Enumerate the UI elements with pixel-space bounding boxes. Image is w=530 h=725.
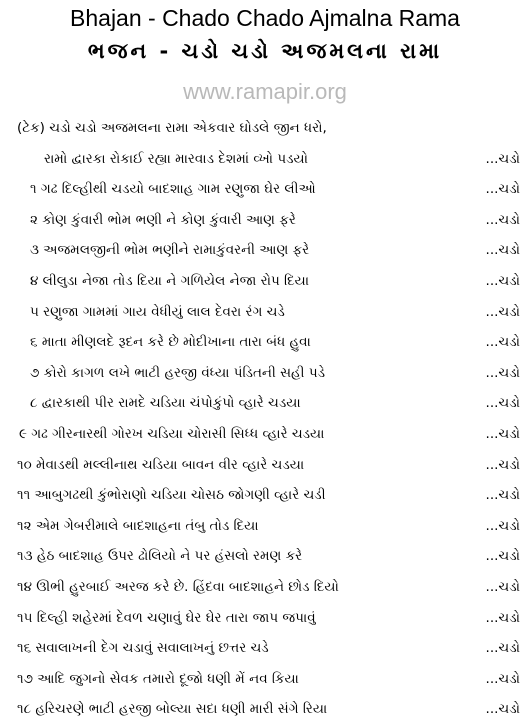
verse-row (0, 603, 530, 634)
refrain-marker: ...ચડો (485, 456, 520, 473)
verse-row (0, 327, 530, 358)
verse-row (0, 541, 530, 572)
refrain-marker: ...ચડો (485, 548, 520, 565)
english-title: Bhajan - Chado Chado Ajmalna Rama (70, 5, 460, 31)
gujarati-title: ભજન - ચડો ચડો અજમલના રામા (87, 39, 443, 63)
verse-row (0, 144, 530, 175)
refrain-marker: ...ચડો (485, 670, 520, 687)
verse-text: ૧૧ આબુગઢથી કુંભોરાણો ચડિયા ચોસઠ જોગણી વ્હારે ચડી (17, 487, 326, 504)
verse-row (0, 572, 530, 603)
verse-row (0, 664, 530, 695)
refrain-marker: ...ચડો (485, 150, 520, 167)
verse-text: (ટેક) ચડો ચડો અજમલના રામા એકવાર ઘોડલે જીન ધરો, (17, 120, 327, 136)
website-watermark: www.ramapir.org (183, 79, 347, 104)
verse-text: ૮ દ્વારકાથી પીર રામદે ચડિયા ચંપોકુંપો વ્હારે ચડયા (30, 395, 301, 412)
verse-row (0, 480, 530, 511)
verse-text: ૬ માતા મીણલદે રૂદન કરે છે મોદીખાના તારા બંધ હુવા (30, 334, 311, 351)
verse-text: ૧૭ આદિ જુગનો સેવક તમારો દૂજો ધણી મેં નવ કિયા (17, 670, 299, 687)
refrain-marker: ...ચડો (485, 334, 520, 351)
refrain-marker: ...ચડો (485, 609, 520, 626)
refrain-marker: ...ચડો (485, 701, 520, 718)
verse-text: ૩ અજમલજીની ભોમ ભણીને રામાકુંવરની આણ ફરે (30, 242, 310, 259)
verse-list (0, 113, 530, 725)
refrain-marker: ...ચડો (485, 272, 520, 289)
verse-text: ૯ ગઢ ગીરનારથી ગોરખ ચડિયા ચોરાસી સિધ્ધ વ્હારે ચડયા (19, 425, 325, 442)
verse-row (0, 388, 530, 419)
verse-text: ૧૫ દિલ્હી શહેરમાં દેવળ ચણાવું ઘેર ઘેર તારા જાપ જપાવું (17, 609, 316, 626)
verse-text: ૧૩ હેઠ બાદશાહ ઉપર ઢોલિયો ને પર હંસલો રમણ કરે (17, 548, 303, 565)
refrain-marker: ...ચડો (485, 303, 520, 320)
verse-text: રામો દ્વારકા રોકાઈ રહ્યા મારવાડ દેશમાં વ્‍ખો પડયો (44, 150, 308, 167)
verse-row (0, 174, 530, 205)
refrain-marker: ...ચડો (485, 578, 520, 595)
verse-row (0, 419, 530, 450)
refrain-marker: ...ચડો (485, 181, 520, 198)
verse-row (0, 450, 530, 481)
refrain-marker: ...ચડો (485, 517, 520, 534)
verse-text: ૧૦ મેવાડથી મલ્લીનાથ ચડિયા બાવન વીર વ્હારે ચડયા (17, 456, 305, 473)
verse-text: ૨ કોણ કુંવારી ભોમ ભણી ને કોણ કુંવારી આણ ફરે (30, 211, 296, 228)
refrain-marker: ...ચડો (485, 242, 520, 259)
verse-row (0, 694, 530, 725)
refrain-marker: ...ચડો (485, 425, 520, 442)
refrain-marker: ...ચડો (485, 487, 520, 504)
refrain-marker: ...ચડો (485, 364, 520, 381)
verse-refrain-tek (0, 113, 530, 144)
verse-row (0, 358, 530, 389)
verse-text: ૧૬ સવાલાખની દેગ ચડાવું સવાલાખનું છત્તર ચડે (17, 640, 269, 657)
verse-row (0, 266, 530, 297)
verse-text: ૧ ગઢ દિલ્હીથી ચડયો બાદશાહ ગામ રણુજા ઘેર લીઓ (30, 181, 316, 198)
refrain-marker: ...ચડો (485, 211, 520, 228)
verse-text: ૭ કોરો કાગળ લખે ભાટી હરજી વંધ્યા પંડિતની સહી પડે (30, 364, 325, 381)
verse-row (0, 205, 530, 236)
verse-text: ૧૪ ઊભી હુરબાઈ અરજ કરે છે. હિંદવા બાદશાહને છોડ દિયો (17, 578, 339, 595)
verse-row (0, 235, 530, 266)
verse-text: ૪ લીલુડા નેજા તોડ દિયા ને ગળિયેલ નેજા રોપ દિયા (30, 272, 310, 289)
verse-text: ૫ રણુજા ગામમાં ગાય વેધીયું લાલ દેવરા રંગ ચડે (30, 303, 285, 320)
verse-row (0, 633, 530, 664)
verse-row (0, 297, 530, 328)
refrain-marker: ...ચડો (485, 640, 520, 657)
refrain-marker: ...ચડો (485, 395, 520, 412)
verse-text: ૧૨ એમ ગેબરીમાલે બાદશાહના તંબુ તોડ દિયા (17, 517, 259, 534)
verse-row (0, 511, 530, 542)
verse-text: ૧૮ હરિચરણે ભાટી હરજી બોલ્યા સદા ધણી મારી સંગે રિયા (17, 701, 328, 718)
